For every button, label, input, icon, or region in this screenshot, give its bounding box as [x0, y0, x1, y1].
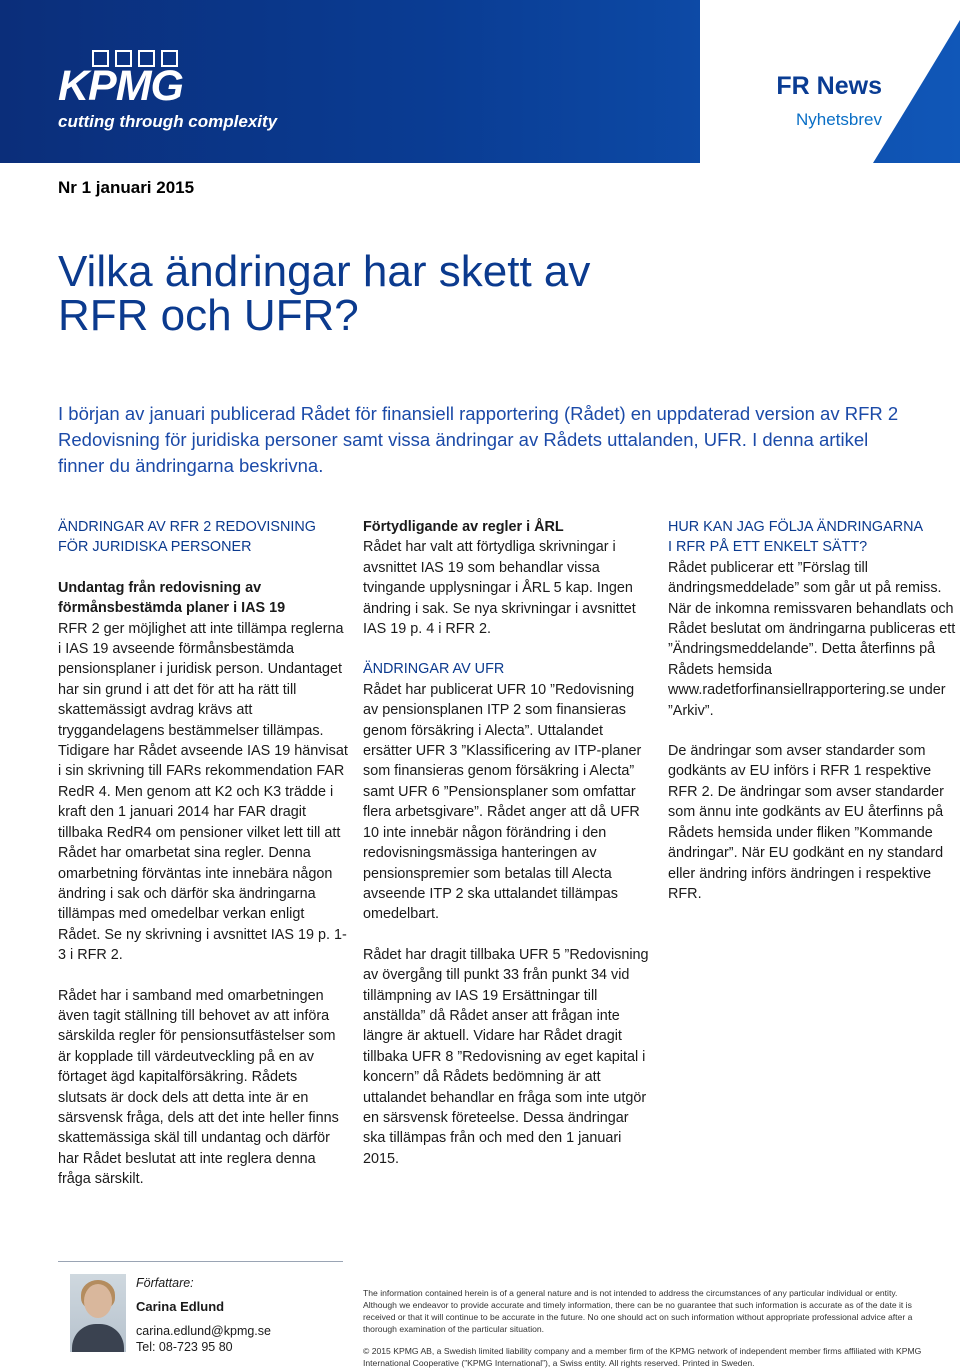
author-label: Författare: [136, 1276, 194, 1290]
section-heading-rfr2 [58, 517, 348, 558]
section-heading-ufr: ÄNDRINGAR AV UFR [363, 661, 505, 678]
logo-tagline: cutting through complexity [58, 112, 278, 131]
copyright-notice: © 2015 KPMG AB, a Swedish limited liability company and a member firm of the KPMG network of independent member firms affiliated with KPMG International Cooperative (”KPMG International”), a Swiss entity. All rights reserved. Printed in Sweden. [363, 1346, 922, 1368]
column-3 [668, 517, 958, 904]
footer-divider [58, 1261, 343, 1262]
sub-heading-line: Undantag från redovisning av [58, 579, 262, 596]
heading-line: I RFR PÅ ETT ENKELT SÄTT? [668, 539, 868, 556]
paragraph: Rådet publicerar ett ”Förslag till ändringsmeddelade” som går ut på remiss. När de inkomna remissvaren behandlats och Rådet beslutat om ändringarna publiceras ett ”Ändringsmeddelande”. Detta återfinns på Rådets hemsida www.radetforfinansiellrapportering.se under ”Arkiv”. [668, 559, 956, 719]
paragraph: Rådet har dragit tillbaka UFR 5 ”Redovisning av övergång till punkt 33 från punkt 34 vid tillämpning av IAS 19 Ersättningar till anställda” då Rådet anser att frågan inte längre är aktuell. Vidare har Rådet dragit tillbaka UFR 8 ”Redovisning av eget kapital i koncern” då Rådets bedömning är att uttalandet behandlar en fråga som inte utgör en särsvensk företeelse. Dessa ändringar ska tillämpas från och med den 1 januari 2015. [363, 946, 649, 1167]
title-line-1: Vilka ändringar har skett av [58, 247, 591, 296]
heading-line: FÖR JURIDISKA PERSONER [58, 539, 252, 556]
sub-heading-arl: Förtydligande av regler i ÅRL [363, 519, 564, 535]
section-heading-follow [668, 517, 958, 558]
heading-line: HUR KAN JAG FÖLJA ÄNDRINGARNA [668, 519, 924, 535]
author-photo [70, 1274, 126, 1352]
article-title [58, 247, 918, 340]
column-1 [58, 517, 348, 1190]
title-line-2: RFR och UFR? [58, 291, 359, 340]
paragraph: De ändringar som avser standarder som godkänts av EU införs i RFR 1 respektive RFR 2. De ändringar som avser standarder som ännu inte godkänts av EU återfinns på Rådets hemsida under fliken ”Kommande ändringar”. När EU godkänt en ny standard eller ändring införs ändringen i respektive RFR. [668, 743, 944, 902]
author-phone: Tel: 08-723 95 80 [136, 1340, 233, 1354]
paragraph: Rådet har i samband med omarbetningen även tagit ställning till behovet av att införa särskilda regler för pensionsutfästelser som är kopplade till värdeutveckling på en av förtaget ägd kapitalförsäkring. Rådets slutsats är dock dels att detta inte är en särsvensk fråga, dels att det inte heller finns skattemässiga skäl till undantag och därför har Rådet beslutat att inte reglera denna fråga särskilt. [58, 987, 339, 1188]
article-intro: I början av januari publicerad Rådet för finansiell rapportering (Rådet) en uppdaterad version av RFR 2 Redovisning för juridiska personer samt vissa ändringar av Rådets uttalanden, UFR. I denna artikel finner du ändringarna beskrivna. [58, 403, 899, 476]
newsletter-title: FR News [776, 72, 882, 100]
author-name: Carina Edlund [136, 1299, 225, 1314]
paragraph: Rådet har publicerat UFR 10 ”Redovisning av pensionsplanen ITP 2 som finansieras genom försäkring i Alecta”. Uttalandet ersätter UFR 3 ”Klassificering av ITP-planer som finansieras genom försäkring i Alecta” samt UFR 6 ”Pensionsplaner som omfattar flera arbetsgivare”. Rådet anger att då UFR 10 inte innebär någon förändring i den redovisningsmässiga hanteringen av pensionspremier som betalas till Alecta avseende ITP 2 ska uttalandet tillämpas omedelbart. [363, 681, 642, 923]
header-banner [0, 0, 960, 163]
heading-line: ÄNDRINGAR AV RFR 2 REDOVISNING [58, 519, 317, 535]
newsletter-subtitle: Nyhetsbrev [796, 110, 882, 129]
author-email[interactable]: carina.edlund@kpmg.se [136, 1324, 271, 1338]
kpmg-logo: KPMG [58, 62, 183, 110]
sub-heading-undantag [58, 578, 348, 619]
paragraph: Rådet har valt att förtydliga skrivningar i avsnittet IAS 19 som behandlar vissa tvingande upplysningar i ÅRL 5 kap. Ingen ändring i sak. Se nya skrivningar i avsnittet IAS 19 p. 4 i RFR 2. [363, 539, 636, 638]
paragraph: RFR 2 ger möjlighet att inte tillämpa reglerna i IAS 19 avseende förmånsbestämda pensionsplaner i juridisk person. Undantaget har sin grund i att det för att ha rätt till skattemässigt avdrag krävs att tryggandelagens bestämmelser tillämpas. Tidigare har Rådet avseende IAS 19 hänvisat i sin skrivning till FARs rekommendation FAR RedR 4. Men genom att K2 och K3 trädde i kraft den 1 januari 2014 har FAR dragit tillbaka RedR4 om pensioner vilket lett till att Rådet har omarbetat sina regler. Denna omarbetning förväntas inte innebära någon ändring i sak och därför ska ändringarna tillämpas med omedelbar verkan enligt Rådet. Se ny skrivning i avsnittet IAS 19 p. 1-3 i RFR 2. [58, 620, 348, 964]
legal-disclaimer: The information contained herein is of a general nature and is not intended to address the circumstances of any particular individual or entity. Although we endeavor to provide accurate and timely information, there can be no guarantee that such information is accurate as of the date it is received or that it will continue to be accurate in the future. No one should act on such information without appropriate professional advice after a thorough examination of the particular situation. [363, 1288, 913, 1334]
issue-label: Nr 1 januari 2015 [58, 178, 195, 197]
column-2 [363, 517, 653, 1169]
sub-heading-line: förmånsbestämda planer i IAS 19 [58, 600, 286, 617]
